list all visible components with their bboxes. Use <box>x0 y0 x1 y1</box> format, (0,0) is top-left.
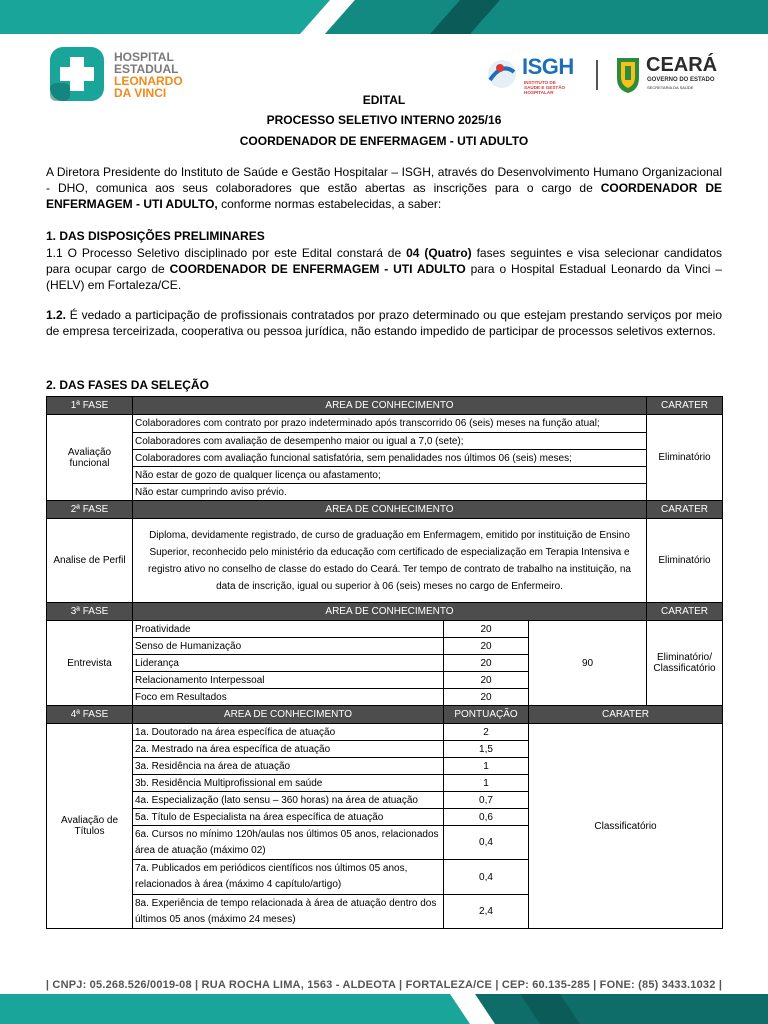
phase-3-item-points: 20 <box>444 621 529 638</box>
logo-separator <box>596 60 598 90</box>
bottom-decorative-band <box>0 994 768 1024</box>
s12-bold-a: 1.2. <box>46 308 67 322</box>
phase-4-item-label: 4a. Especialização (lato sensu – 360 horas) na área de atuação <box>133 792 444 809</box>
ceara-name: CEARÁ <box>646 54 718 76</box>
phase-4-item-points: 0,4 <box>444 826 529 860</box>
phase-1-item: Colaboradores com avaliação funcional satisfatória, sem penalidades nos últimos 06 (seis) meses; <box>133 450 647 467</box>
phase-3-carater-header: CARATER <box>647 603 723 621</box>
logo-line-3: LEONARDO <box>114 74 183 88</box>
s11-text-c: fases seguintes e visa selecionar candidatos para ocupar cargo de <box>46 246 722 276</box>
phase-4-header-row <box>47 706 723 724</box>
phase-3-item-label: Relacionamento Interpessoal <box>133 672 444 689</box>
phase-2-description: Diploma, devidamente registrado, de curso de graduação em Enfermagem, emitido por instituição de Ensino Superior, reconhecido pelo ministério da educação com certificado de especialização em Terapia Intensiva e registro ativo no conselho de classe do estado do Ceará. Ter tempo de contrato de trabalho na instituição, na data de inscrição, igual ou superior à 06 (seis) meses no cargo de Enfermeiro. <box>133 519 647 603</box>
hospital-logo-text <box>114 51 183 99</box>
table-row <box>47 433 723 450</box>
intro-text-2: conforme normas estabelecidas, a saber: <box>217 197 442 211</box>
phase-4-item-label: 7a. Publicados em periódicos científicos nos últimos 05 anos, relacionados à área (máximo 4 capítulo/artigo) <box>133 860 444 895</box>
phase-3-item-label: Foco em Resultados <box>133 689 444 706</box>
phase-1-name: Avaliação funcional <box>47 415 133 501</box>
phase-4-item-points: 1 <box>444 758 529 775</box>
phase-4-item-label: 5a. Título de Especialista na área específica de atuação <box>133 809 444 826</box>
phase-4-carater: Classificatório <box>529 724 723 929</box>
isgh-subtitle: INSTITUTO DE SAÚDE E GESTÃO HOSPITALAR <box>524 80 566 95</box>
s11-text-e: para o Hospital Estadual Leonardo da Vinci – (HELV) em Fortaleza/CE. <box>46 262 722 292</box>
phase-4-item-points: 0,6 <box>444 809 529 826</box>
phase-1-fase-header: 1ª FASE <box>47 397 133 415</box>
phase-4-item-points: 0,7 <box>444 792 529 809</box>
phase-4-item-points: 2 <box>444 724 529 741</box>
section-1-2-paragraph <box>46 307 722 339</box>
doc-title-position: COORDENADOR DE ENFERMAGEM - UTI ADULTO <box>239 134 529 148</box>
s11-bold-b: 04 (Quatro) <box>406 246 472 260</box>
doc-title-process: PROCESSO SELETIVO INTERNO 2025/16 <box>266 113 502 127</box>
phase-1-carater-header: CARATER <box>647 397 723 415</box>
phase-3-area-header: AREA DE CONHECIMENTO <box>133 603 647 621</box>
phase-3-item-label: Senso de Humanização <box>133 638 444 655</box>
phase-3-item-points: 20 <box>444 638 529 655</box>
phase-2-header-row <box>47 501 723 519</box>
top-decorative-band <box>0 0 768 34</box>
phase-4-item-label: 8a. Experiência de tempo relacionada à área de atuação dentro dos últimos 05 anos (máximo 24 meses) <box>133 895 444 929</box>
phase-4-item-label: 6a. Cursos no mínimo 120h/aulas nos últimos 05 anos, relacionados área de atuação (máximo 02) <box>133 826 444 860</box>
phase-3-total: 90 <box>529 621 647 706</box>
phase-1-area-header: AREA DE CONHECIMENTO <box>133 397 647 415</box>
phase-1-item: Não estar de gozo de qualquer licença ou afastamento; <box>133 467 647 484</box>
phase-3-fase-header: 3ª FASE <box>47 603 133 621</box>
phase-4-item-label: 3a. Residência na área de atuação <box>133 758 444 775</box>
section-1-1-paragraph <box>46 245 722 293</box>
phase-3-item-points: 20 <box>444 672 529 689</box>
phase-2-area-header: AREA DE CONHECIMENTO <box>133 501 647 519</box>
s12-text-b: É vedado a participação de profissionais contratados por prazo determinado ou que estejam prestando serviços por meio de empresa terceirizada, cooperativa ou pessoa jurídica, não estando impedido de participar de processos seletivos externos. <box>46 308 722 338</box>
phase-2-carater: Eliminatório <box>647 519 723 603</box>
table-row <box>47 621 723 638</box>
section-1-heading: 1. DAS DISPOSIÇÕES PRELIMINARES <box>46 229 265 243</box>
phase-3-name: Entrevista <box>47 621 133 706</box>
logo-line-1: HOSPITAL <box>114 50 174 64</box>
table-row <box>47 484 723 501</box>
phase-1-carater: Eliminatório <box>647 415 723 501</box>
phase-2-carater-header: CARATER <box>647 501 723 519</box>
table-row <box>47 415 723 433</box>
table-row <box>47 519 723 603</box>
phase-4-item-points: 2,4 <box>444 895 529 929</box>
isgh-name: ISGH <box>522 54 574 79</box>
phase-3-header-row <box>47 603 723 621</box>
table-row <box>47 450 723 467</box>
partner-logos <box>484 54 734 98</box>
section-2-heading: 2. DAS FASES DA SELEÇÃO <box>46 378 209 392</box>
intro-paragraph <box>46 164 722 212</box>
phase-1-item: Colaboradores com avaliação de desempenho maior ou igual a 7,0 (sete); <box>133 433 647 450</box>
phase-4-fase-header: 4ª FASE <box>47 706 133 724</box>
intro-text-1: A Diretora Presidente do Instituto de Saúde e Gestão Hospitalar – ISGH, através do Desenvolvimento Humano Organizacional - DHO, comunica aos seus colaboradores que estão abertas as inscrições para o cargo de <box>46 165 722 195</box>
phase-4-name: Avaliação de Títulos <box>47 724 133 929</box>
phase-4-item-label: 2a. Mestrado na área específica de atuação <box>133 741 444 758</box>
table-row <box>47 467 723 484</box>
logo-line-4: DA VINCI <box>114 86 167 100</box>
doc-title-edital: EDITAL <box>362 93 406 107</box>
table-row <box>47 724 723 741</box>
phase-4-area-header: AREA DE CONHECIMENTO <box>133 706 444 724</box>
footer-address: | CNPJ: 05.268.526/0019-08 | RUA ROCHA LIMA, 1563 - ALDEOTA | FORTALEZA/CE | CEP: 60.135-285 | FONE: (85) 3433.1032 | <box>45 979 723 991</box>
s11-text-a: 1.1 O Processo Seletivo disciplinado por este Edital constará de <box>46 246 407 260</box>
ceara-sec: SECRETARIA DA SAÚDE <box>647 85 694 90</box>
phase-4-pontuacao-header: PONTUAÇÃO <box>444 706 529 724</box>
phase-4-item-label: 1a. Doutorado na área específica de atuação <box>133 724 444 741</box>
logo-line-2: ESTADUAL <box>114 62 179 76</box>
phase-3-item-label: Proatividade <box>133 621 444 638</box>
intro-bold: COORDENADOR DE ENFERMAGEM - UTI ADULTO, <box>46 181 722 211</box>
ceara-gov: GOVERNO DO ESTADO <box>647 77 715 83</box>
phase-1-header-row <box>47 397 723 415</box>
phase-2-name: Analise de Perfil <box>47 519 133 603</box>
ceara-crest-icon <box>614 54 642 94</box>
s11-bold-d: COORDENADOR DE ENFERMAGEM - UTI ADULTO <box>169 262 466 276</box>
phases-table <box>46 396 723 929</box>
phase-2-fase-header: 2ª FASE <box>47 501 133 519</box>
phase-4-carater-header: CARATER <box>529 706 723 724</box>
phase-3-item-label: Liderança <box>133 655 444 672</box>
phase-4-item-points: 1 <box>444 775 529 792</box>
phase-4-item-label: 3b. Residência Multiprofissional em saúde <box>133 775 444 792</box>
phase-3-item-points: 20 <box>444 655 529 672</box>
phase-3-carater: Eliminatório/ Classificatório <box>647 621 723 706</box>
isgh-mark-icon <box>484 58 520 90</box>
phase-4-item-points: 1,5 <box>444 741 529 758</box>
phase-1-item: Não estar cumprindo aviso prévio. <box>133 484 647 501</box>
phase-3-item-points: 20 <box>444 689 529 706</box>
phase-4-item-points: 0,4 <box>444 860 529 895</box>
phase-1-item: Colaboradores com contrato por prazo indeterminado após transcorrido 06 (seis) meses na função atual; <box>133 415 647 433</box>
